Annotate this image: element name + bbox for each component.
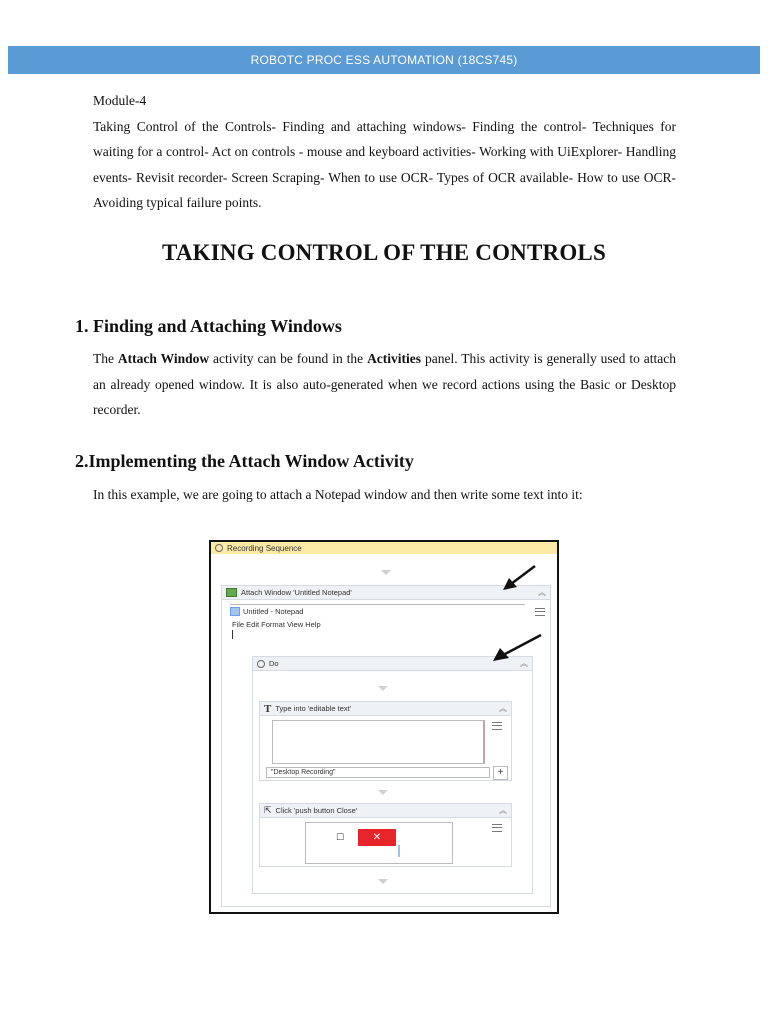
section1-body: [93, 346, 676, 423]
menu-icon[interactable]: [535, 608, 545, 616]
s1-bold-activities: Activities: [367, 351, 422, 366]
recording-sequence-header: [211, 542, 557, 554]
drop-arrow-icon: [378, 879, 388, 884]
type-into-block[interactable]: [259, 701, 512, 781]
window-icon: [226, 588, 237, 597]
recording-sequence-title: Recording Sequence: [227, 543, 302, 553]
module-description: Taking Control of the Controls- Finding and attaching windows- Finding the control- Techniques for waiting for a control- Act on controls - mouse and keyboard activities- Working with UiExplorer- Handling events- Revisit recorder- Screen Scraping- When to use OCR- Types of OCR available- How to use OCR- Avoiding typical failure points.: [93, 118, 676, 210]
close-button-preview: [305, 822, 453, 864]
notepad-icon: [230, 607, 240, 616]
section2-paragraph: In this example, we are going to attach a Notepad window and then write some text into it:: [93, 487, 583, 502]
annotation-arrow-icon: [499, 562, 539, 594]
module-section: [93, 88, 676, 216]
text-cursor: [232, 630, 233, 639]
notepad-title: Untitled - Notepad: [243, 607, 304, 616]
collapse-icon[interactable]: ︽: [499, 704, 507, 713]
menu-icon[interactable]: [492, 824, 502, 832]
gear-icon: [257, 660, 265, 668]
pointer-icon: ⇱: [264, 805, 272, 815]
collapse-icon[interactable]: ︽: [538, 588, 546, 597]
collapse-icon[interactable]: ︽: [499, 806, 507, 815]
header-title: ROBOTC PROC ESS AUTOMATION (18CS745): [250, 53, 518, 67]
gear-icon: [215, 544, 223, 552]
section1-paragraph: [93, 346, 676, 423]
annotation-arrow-icon: [489, 632, 545, 664]
add-button[interactable]: +: [493, 766, 508, 780]
recording-sequence-figure: [209, 540, 559, 914]
type-icon: T: [264, 702, 272, 715]
drop-arrow-icon: [381, 570, 391, 575]
module-label: Module-4: [93, 93, 147, 108]
click-title: Click 'push button Close': [275, 806, 358, 815]
close-icon: ✕: [358, 829, 396, 846]
click-block[interactable]: [259, 803, 512, 867]
main-title: TAKING CONTROL OF THE CONTROLS: [162, 240, 606, 265]
scroll-indicator: [398, 845, 400, 857]
menu-icon[interactable]: [492, 722, 502, 730]
do-block[interactable]: [252, 656, 533, 894]
notepad-preview-title: [230, 604, 525, 618]
collapse-icon[interactable]: ︽: [520, 659, 528, 668]
s1-text-2: activity can be found in the: [209, 351, 368, 366]
do-label: Do: [269, 659, 279, 668]
drop-arrow-icon: [378, 790, 388, 795]
notepad-menu: File Edit Format View Help: [232, 620, 321, 629]
section1-heading: 1. Finding and Attaching Windows: [75, 316, 342, 336]
s1-text-1: The: [93, 351, 118, 366]
text-input[interactable]: "Desktop Recording": [266, 767, 490, 778]
document-header-bar: [8, 46, 760, 74]
drop-arrow-icon: [378, 686, 388, 691]
maximize-icon: ☐: [336, 832, 345, 842]
section2-body: [93, 482, 676, 508]
editable-text-preview: [272, 720, 485, 764]
s1-bold-attach-window: Attach Window: [117, 351, 210, 366]
attach-window-title: Attach Window 'Untitled Notepad': [241, 588, 352, 597]
type-into-title: Type into 'editable text': [275, 704, 352, 713]
type-into-header: [260, 702, 511, 716]
click-header: [260, 804, 511, 818]
section2-heading: 2.Implementing the Attach Window Activity: [75, 451, 414, 471]
s1-text-3: panel. This activity is generally used to attach an already opened window. It is also auto-generated when we record actions using the Basic or Desktop recorder.: [93, 351, 676, 417]
